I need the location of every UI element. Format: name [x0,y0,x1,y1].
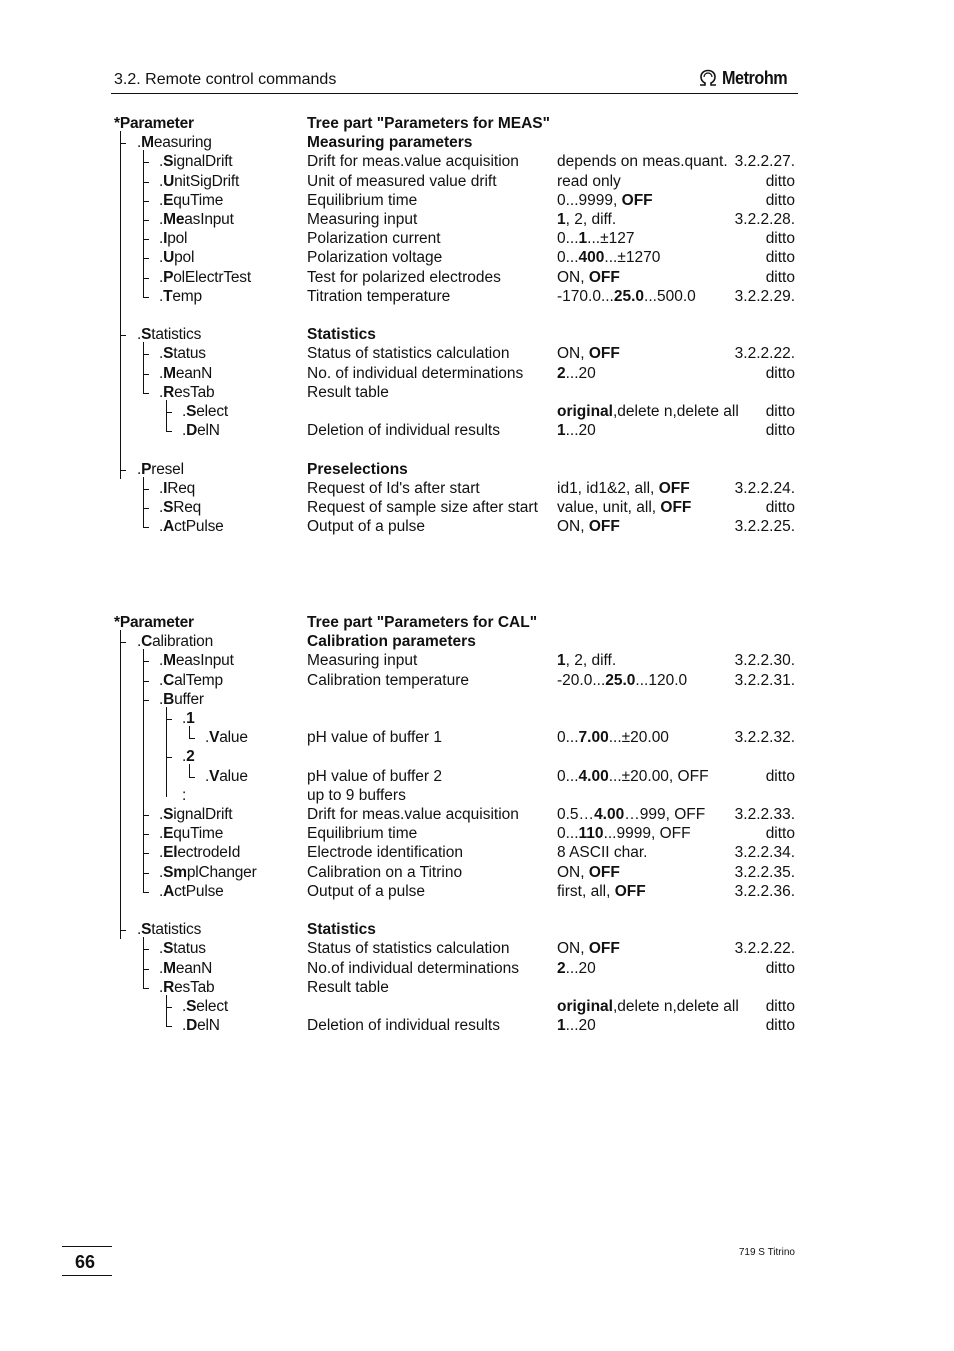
parameter-name: .ActPulse [159,883,224,900]
parameter-name: : [182,787,187,804]
parameter-description: Request of sample size after start [307,499,538,516]
tree-line [120,131,121,479]
parameter-name: .SReq [159,499,202,516]
parameter-value-range: 0...9999, OFF [557,192,653,209]
section-reference: ditto [765,249,795,266]
section-reference: ditto [765,768,795,785]
parameter-description: Status of statistics calculation [307,940,510,957]
parameter-description: Test for polarized electrodes [307,269,501,286]
section-reference: 3.2.2.22. [734,345,795,362]
parameter-value-range: ON, OFF [557,940,620,957]
parameter-name: .DelN [182,422,220,439]
section-reference: 3.2.2.30. [734,652,795,669]
parameter-description: Measuring parameters [307,134,473,151]
parameter-value-range: 2...20 [557,960,596,977]
tree-line [189,726,190,739]
parameter-name: *Parameter [114,115,194,132]
parameter-name: .PolElectrTest [159,269,251,286]
section-reference: ditto [765,192,795,209]
parameter-description: pH value of buffer 2 [307,768,442,785]
parameter-value-range: 2...20 [557,365,596,382]
product-name: 719 S Titrino [738,1247,795,1258]
section-reference: 3.2.2.24. [734,480,795,497]
parameter-name: .Measuring [137,134,212,151]
brand-name: Metrohm [722,67,788,88]
parameter-value-range: 1, 2, diff. [557,652,617,669]
parameter-value-range: -170.0...25.0...500.0 [557,288,696,305]
parameter-name: .MeanN [159,365,213,382]
parameter-description: Tree part "Parameters for MEAS" [307,115,550,132]
parameter-value-range: ON, OFF [557,518,620,535]
section-reference: 3.2.2.34. [734,844,795,861]
parameter-description: Statistics [307,921,376,938]
parameter-name: .Calibration [137,633,214,650]
parameter-value-range: original,delete n,delete all [557,403,739,420]
parameter-name: .SmplChanger [159,864,257,881]
parameter-description: Polarization current [307,230,441,247]
parameter-name: .EquTime [159,192,224,209]
parameter-name: .ElectrodeId [159,844,241,861]
section-reference: 3.2.2.33. [734,806,795,823]
parameter-name: .CalTemp [159,672,223,689]
parameter-name: .Select [182,998,228,1015]
tree-line [143,937,144,989]
tree-line [120,630,121,939]
parameter-value-range: first, all, OFF [557,883,646,900]
parameter-name: .SignalDrift [159,806,233,823]
tree-line [143,150,144,298]
section-reference: ditto [765,365,795,382]
parameter-description: Equilibrium time [307,192,418,209]
parameter-name: .1 [182,710,195,727]
section-reference: ditto [765,230,795,247]
section-reference: 3.2.2.22. [734,940,795,957]
section-reference: ditto [765,998,795,1015]
parameter-description: Electrode identification [307,844,463,861]
parameter-description: Deletion of individual results [307,422,500,439]
parameter-value-range: 1...20 [557,422,596,439]
parameter-description: Statistics [307,326,376,343]
section-reference: 3.2.2.36. [734,883,795,900]
tree-line [143,649,144,893]
parameter-description: Output of a pulse [307,518,426,535]
parameter-description: Request of Id's after start [307,480,480,497]
section-reference: 3.2.2.28. [734,211,795,228]
parameter-name: .MeasInput [159,211,234,228]
parameter-name: .Presel [137,461,184,478]
parameter-description: Equilibrium time [307,825,418,842]
parameter-name: .SignalDrift [159,153,233,170]
section-title: 3.2. Remote control commands [114,71,337,88]
parameter-description: Measuring input [307,211,418,228]
parameter-name: .Ipol [159,230,188,247]
table-row [0,421,954,440]
parameter-name: .UnitSigDrift [159,173,240,190]
parameter-description: Drift for meas.value acquisition [307,153,519,170]
table-row [0,402,954,421]
parameter-value-range: 0...110...9999, OFF [557,825,691,842]
omega-logo-icon [697,68,719,88]
header-rule [111,93,798,94]
section-reference: ditto [765,173,795,190]
parameter-description: No. of individual determinations [307,365,524,382]
section-reference: ditto [765,403,795,420]
parameter-description: Tree part "Parameters for CAL" [307,614,538,631]
parameter-name: .DelN [182,1017,220,1034]
parameter-value-range: ON, OFF [557,269,620,286]
tree-line [166,995,167,1027]
section-reference: ditto [765,499,795,516]
parameter-description: Titration temperature [307,288,451,305]
parameter-name: .Value [205,729,248,746]
page-number: 66 [75,1252,96,1272]
section-reference: 3.2.2.27. [734,153,795,170]
parameter-value-range: read only [557,173,621,190]
section-reference: ditto [765,825,795,842]
tree-line [189,764,190,778]
parameter-name: .ResTab [159,979,215,996]
parameter-value-range: 0.5…4.00…999, OFF [557,806,706,823]
parameter-name: .Select [182,403,228,420]
table-row [0,114,954,133]
parameter-name: .Status [159,940,206,957]
section-reference: ditto [765,960,795,977]
parameter-description: Calibration on a Titrino [307,864,463,881]
parameter-description: No.of individual determinations [307,960,519,977]
parameter-description: Deletion of individual results [307,1017,500,1034]
parameter-name: .2 [182,748,195,765]
parameter-name: .Statistics [137,921,202,938]
parameter-description: Output of a pulse [307,883,426,900]
parameter-description: Status of statistics calculation [307,345,510,362]
parameter-description: Result table [307,979,389,996]
parameter-description: Measuring input [307,652,418,669]
parameter-name: .IReq [159,480,196,497]
tree-line [143,342,144,394]
section-reference: ditto [765,422,795,439]
footer-rule-top [62,1246,112,1247]
parameter-name: .EquTime [159,825,224,842]
parameter-description: Result table [307,384,389,401]
footer-rule-bottom [62,1275,112,1276]
parameter-description: Preselections [307,461,408,478]
parameter-value-range: 8 ASCII char. [557,844,648,861]
section-reference: 3.2.2.35. [734,864,795,881]
section-reference: ditto [765,1017,795,1034]
tree-line [166,707,167,797]
tree-line [166,400,167,432]
parameter-name: .MeanN [159,960,213,977]
parameter-value-range: ON, OFF [557,345,620,362]
parameter-name: .MeasInput [159,652,234,669]
parameter-value-range: 1, 2, diff. [557,211,617,228]
parameter-name: .Upol [159,249,195,266]
parameter-description: pH value of buffer 1 [307,729,442,746]
brand-logo [697,67,795,89]
section-reference: 3.2.2.32. [734,729,795,746]
parameter-value-range: 0...400...±1270 [557,249,661,266]
parameter-value-range: 0...4.00...±20.00, OFF [557,768,709,785]
parameter-description: Unit of measured value drift [307,173,497,190]
parameter-name: *Parameter [114,614,194,631]
table-row [0,613,954,632]
parameter-value-range: value, unit, all, OFF [557,499,692,516]
parameter-description: Calibration temperature [307,672,469,689]
table-row [0,1016,954,1035]
section-reference: 3.2.2.29. [734,288,795,305]
section-reference: 3.2.2.25. [734,518,795,535]
parameter-name: .Temp [159,288,202,305]
parameter-name: .Status [159,345,206,362]
parameter-name: .Value [205,768,248,785]
tree-line [143,477,144,528]
parameter-value-range: -20.0...25.0...120.0 [557,672,688,689]
parameter-value-range: original,delete n,delete all [557,998,739,1015]
parameter-value-range: 0...1...±127 [557,230,635,247]
parameter-name: .Statistics [137,326,202,343]
parameter-description: up to 9 buffers [307,787,406,804]
parameter-value-range: 1...20 [557,1017,596,1034]
parameter-description: Polarization voltage [307,249,443,266]
table-row [0,997,954,1016]
section-reference: 3.2.2.31. [734,672,795,689]
parameter-name: .Buffer [159,691,204,708]
parameter-description: Calibration parameters [307,633,476,650]
section-reference: ditto [765,269,795,286]
parameter-value-range: 0...7.00...±20.00 [557,729,669,746]
parameter-name: .ActPulse [159,518,224,535]
parameter-value-range: depends on meas.quant. [557,153,728,170]
parameter-value-range: ON, OFF [557,864,620,881]
parameter-description: Drift for meas.value acquisition [307,806,519,823]
parameter-name: .ResTab [159,384,215,401]
parameter-value-range: id1, id1&2, all, OFF [557,480,690,497]
